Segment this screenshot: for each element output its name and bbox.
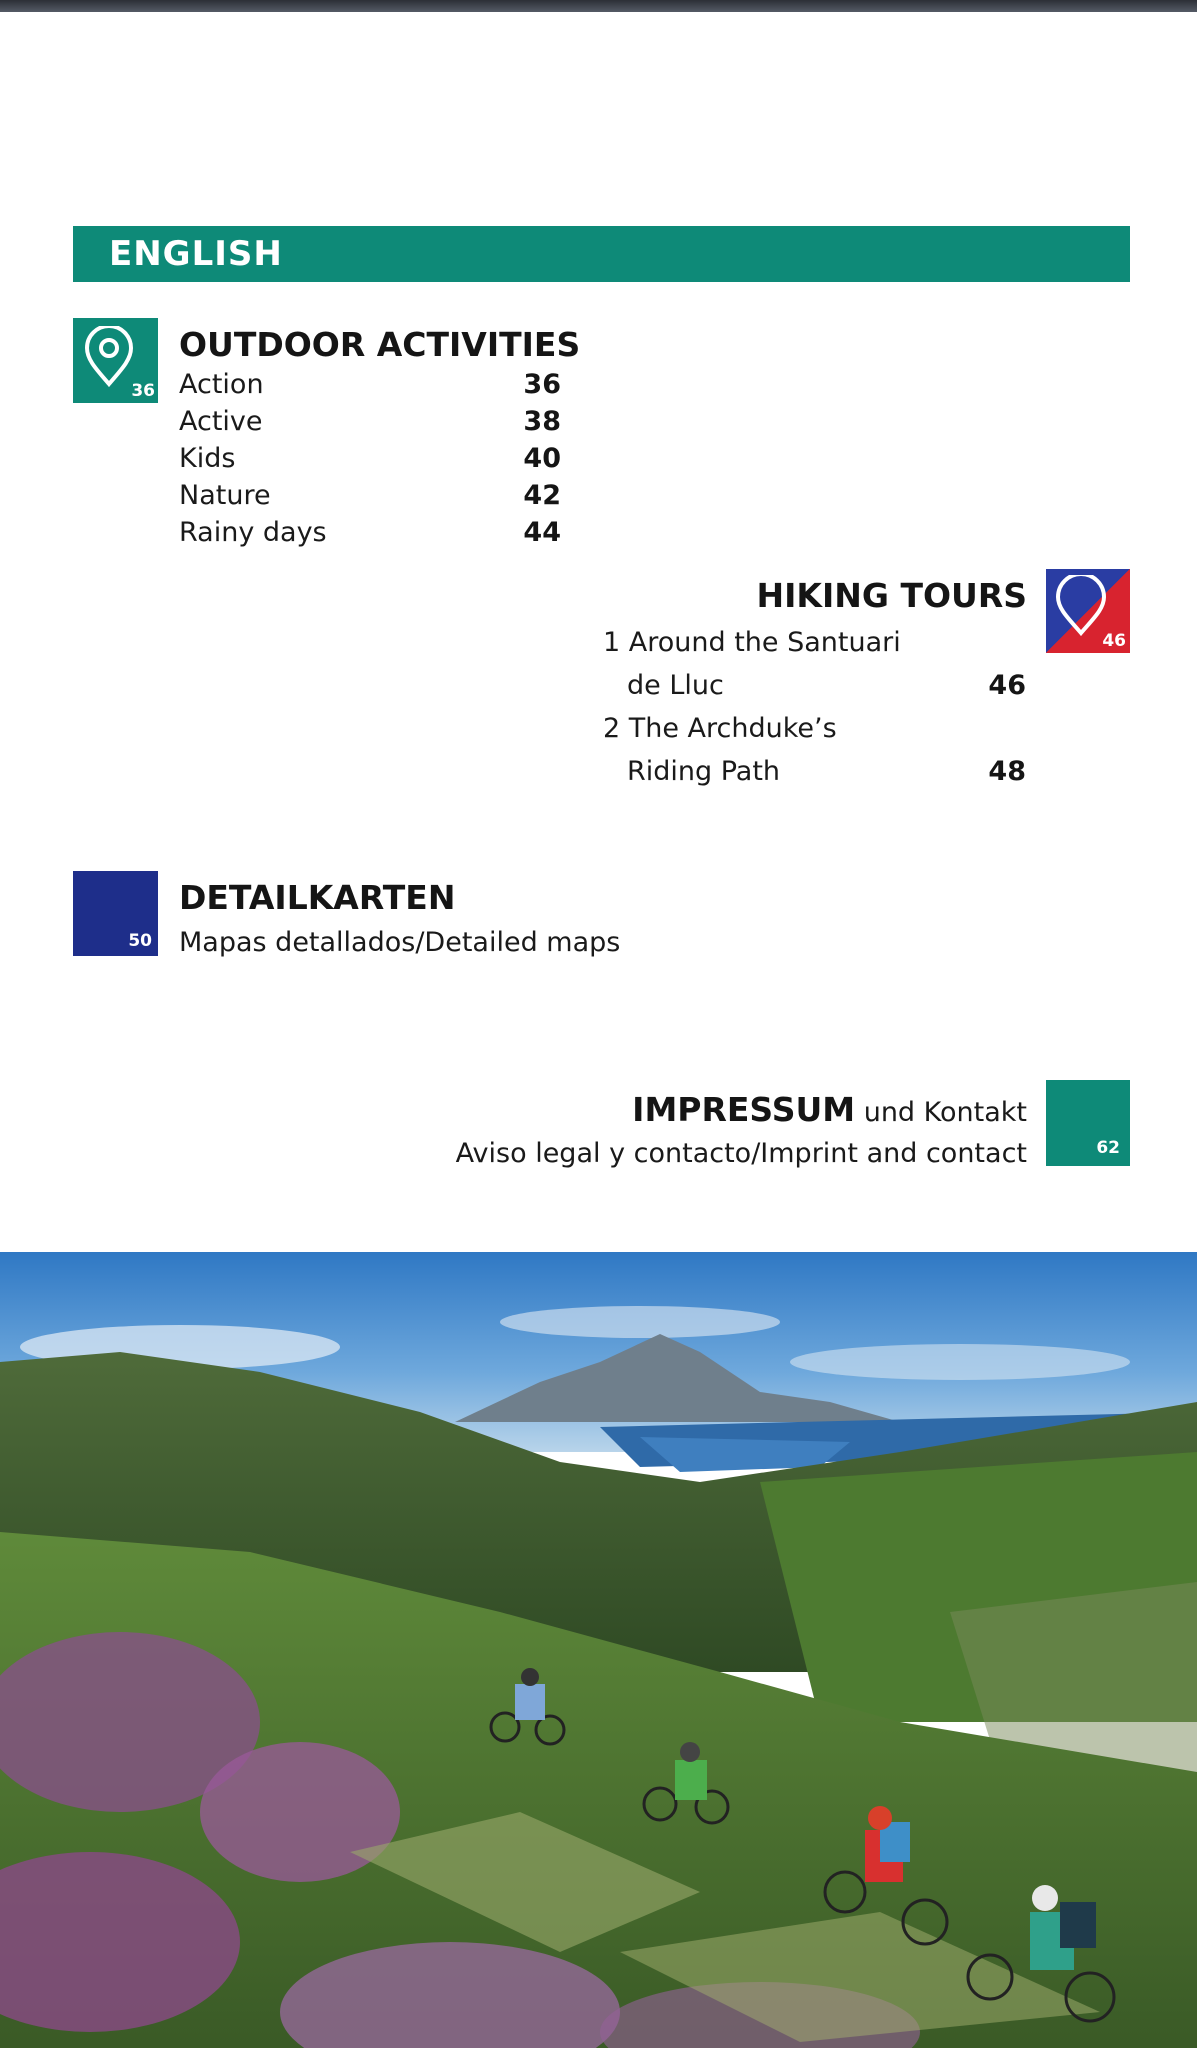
toc-page-action: 36: [523, 369, 561, 400]
toc-page-kids: 40: [523, 443, 561, 474]
imprint-title-suffix: und Kontakt: [855, 1097, 1027, 1128]
toc-item-kids[interactable]: Kids: [179, 443, 236, 474]
toc-page-rainy-days: 44: [523, 517, 561, 548]
hiking-tour-2-line1[interactable]: 2 The Archduke’s: [603, 713, 837, 744]
hiking-tour-1-line1[interactable]: 1 Around the Santuari: [603, 627, 901, 658]
section-header-bar: [73, 226, 1130, 282]
imprint-subtitle[interactable]: Aviso legal y contacto/Imprint and contact: [455, 1138, 1027, 1169]
detailed-maps-icon-box: [73, 871, 158, 956]
outdoor-activities-icon-box: [73, 318, 158, 403]
location-pin-icon: [83, 326, 135, 388]
hiking-tour-2-line2[interactable]: Riding Path: [627, 756, 781, 787]
imprint-icon-box: [1046, 1080, 1130, 1166]
outdoor-icon-number: 36: [131, 381, 155, 401]
toc-page-active: 38: [523, 406, 561, 437]
hiking-tour-1-line2[interactable]: de Lluc: [627, 670, 724, 701]
toc-page-nature: 42: [523, 480, 561, 511]
detail-icon-number: 50: [128, 931, 152, 951]
detailed-maps-title: DETAILKARTEN: [179, 878, 456, 917]
hiking-tour-1-page: 46: [988, 670, 1026, 701]
imprint-title: IMPRESSUM: [632, 1090, 856, 1129]
mountain-bikers-landscape-image: [0, 1252, 1197, 2048]
toc-item-active[interactable]: Active: [179, 406, 263, 437]
toc-item-nature[interactable]: Nature: [179, 480, 271, 511]
section-header-title: ENGLISH: [109, 234, 283, 274]
detailed-maps-subtitle[interactable]: Mapas detallados/Detailed maps: [179, 927, 621, 958]
toc-item-action[interactable]: Action: [179, 369, 264, 400]
hiking-tours-title: HIKING TOURS: [756, 576, 1027, 615]
outdoor-activities-title: OUTDOOR ACTIVITIES: [179, 325, 581, 364]
landscape-photo: [0, 1252, 1197, 2048]
hiking-icon-number: 46: [1102, 631, 1126, 651]
location-pin-icon: [1054, 575, 1108, 637]
imprint-title-line: [632, 1090, 1027, 1129]
page-top-edge: [0, 0, 1197, 12]
hiking-tour-2-page: 48: [988, 756, 1026, 787]
hiking-tours-icon-box: [1046, 569, 1130, 653]
toc-item-rainy-days[interactable]: Rainy days: [179, 517, 327, 548]
imprint-icon-number: 62: [1096, 1138, 1120, 1158]
